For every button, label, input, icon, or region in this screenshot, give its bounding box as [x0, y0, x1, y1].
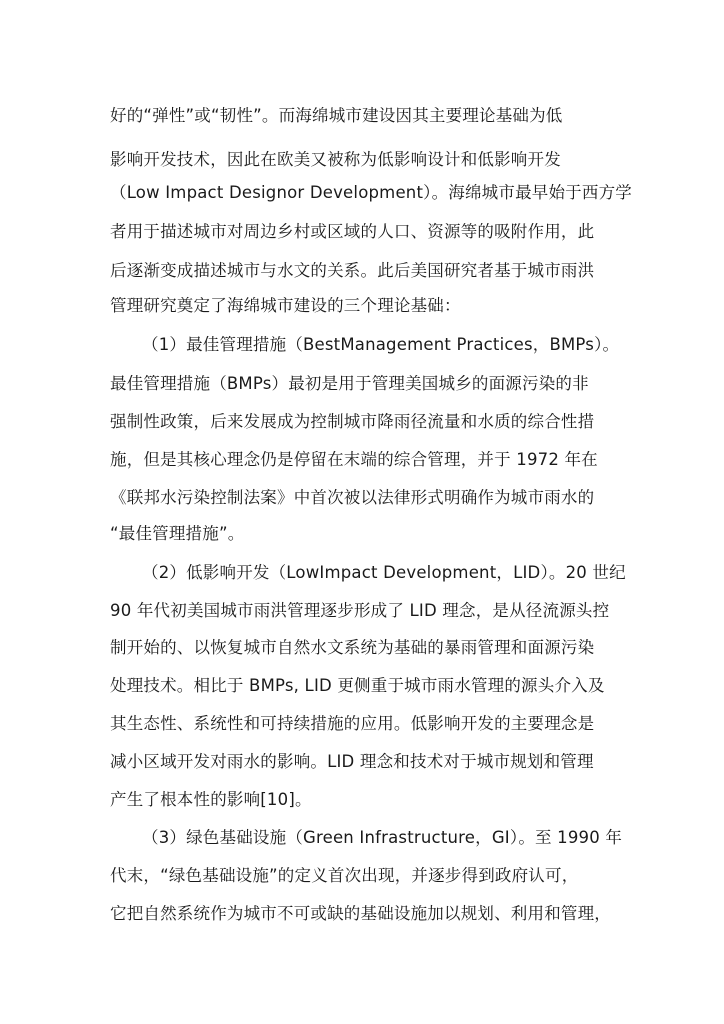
text-line: 处理技术。相比于 BMPs, LID 更侧重于城市雨水管理的源头介入及 [110, 676, 605, 695]
text-line: 《联邦水污染控制法案》中首次被以法律形式明确作为城市雨水的 [110, 488, 595, 507]
text-line: 者用于描述城市对周边乡村或区域的人口、资源等的吸附作用，此 [110, 222, 595, 241]
text-line: （Low Impact Designor Development）。海绵城市最早始于西方学 [110, 183, 632, 202]
text-line: 产生了根本性的影响[10]。 [110, 790, 312, 809]
text-line: 90 年代初美国城市雨洪管理逐步形成了 LID 理念，是从径流源头控 [110, 601, 610, 620]
text-line: 代末，“绿色基础设施”的定义首次出现，并逐步得到政府认可， [110, 866, 579, 885]
text-line: 好的“弹性”或“韧性”。而海绵城市建设因其主要理论基础为低 [110, 106, 563, 125]
text-line: 施，但是其核心理念仍是停留在末端的综合管理，并于 1972 年在 [110, 450, 598, 469]
paragraph-heading-gi: （3）绿色基础设施（Green Infrastructure，GI）。至 1990 年 [142, 828, 623, 847]
paragraph-heading-bmps: （1）最佳管理措施（BestManagement Practices，BMPs）。 [142, 335, 620, 354]
text-line: 最佳管理措施（BMPs）最初是用于管理美国城乡的面源污染的非 [110, 374, 589, 393]
paragraph-heading-lid: （2）低影响开发（LowImpact Development，LID）。20 世纪 [142, 563, 626, 582]
text-line: “最佳管理措施”。 [110, 524, 245, 543]
text-line: 它把自然系统作为城市不可或缺的基础设施加以规划、利用和管理， [110, 904, 611, 923]
text-line: 后逐渐变成描述城市与水文的关系。此后美国研究者基于城市雨洪 [110, 261, 595, 280]
text-line: 制开始的、以恢复城市自然水文系统为基础的暴雨管理和面源污染 [110, 638, 595, 657]
text-line: 其生态性、系统性和可持续措施的应用。低影响开发的主要理念是 [110, 714, 595, 733]
text-line: 减小区域开发对雨水的影响。LID 理念和技术对于城市规划和管理 [110, 752, 594, 771]
text-line: 管理研究奠定了海绵城市建设的三个理论基础： [110, 296, 461, 315]
text-line: 强制性政策，后来发展成为控制城市降雨径流量和水质的综合性措 [110, 412, 595, 431]
text-line: 影响开发技术，因此在欧美又被称为低影响设计和低影响开发 [110, 150, 561, 169]
